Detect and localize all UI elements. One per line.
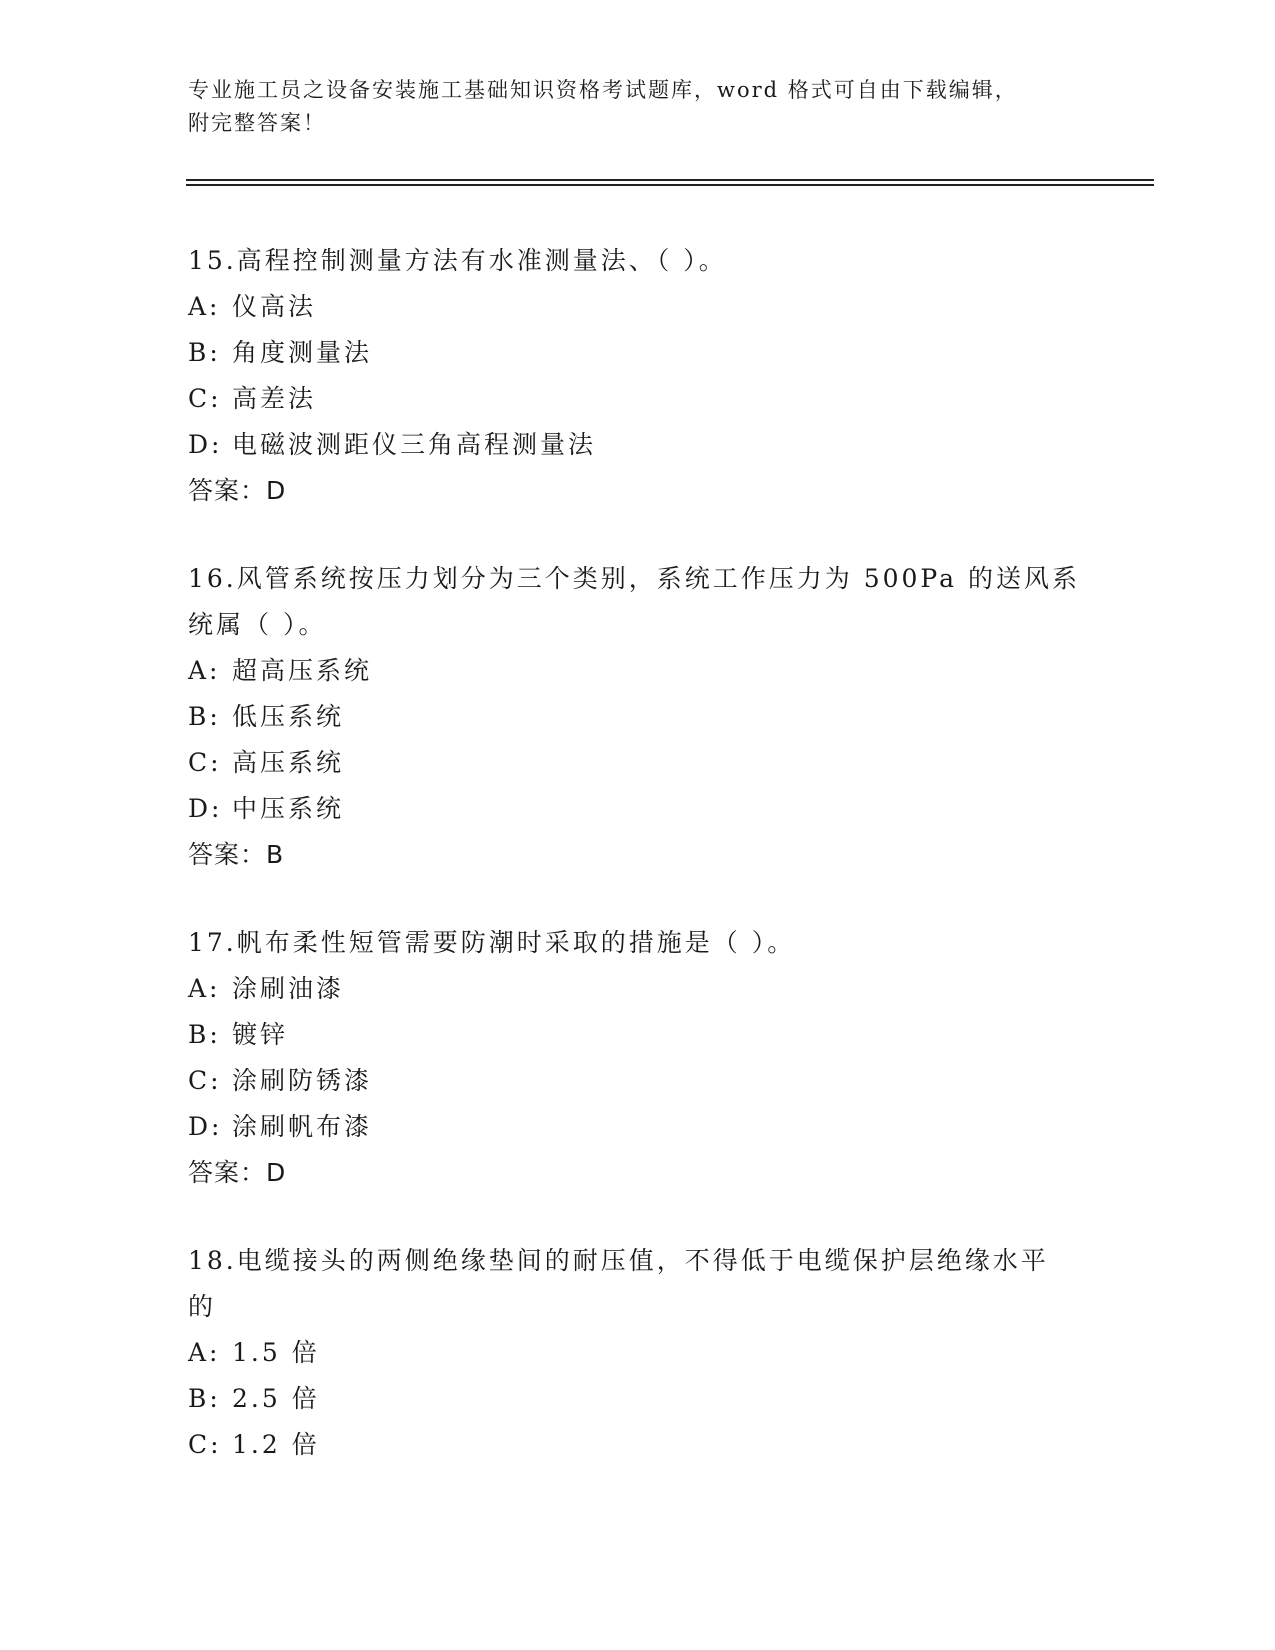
option-text: 涂刷油漆 bbox=[232, 974, 345, 1003]
option-c bbox=[188, 740, 1088, 786]
option-a bbox=[188, 966, 1088, 1012]
option-text: 1.2 倍 bbox=[232, 1430, 320, 1459]
option-b bbox=[188, 694, 1088, 740]
question-spacer bbox=[188, 878, 1088, 920]
option-a bbox=[188, 648, 1088, 694]
option-text: 低压系统 bbox=[232, 702, 345, 731]
option-text: 涂刷防锈漆 bbox=[232, 1066, 373, 1095]
option-key: C: bbox=[188, 1066, 222, 1095]
option-text: 涂刷帆布漆 bbox=[232, 1112, 373, 1141]
question-stem: 15.高程控制测量方法有水准测量法、（ ）。 bbox=[188, 246, 727, 275]
question-spacer bbox=[188, 1196, 1088, 1238]
question-spacer bbox=[188, 514, 1088, 556]
option-key: C: bbox=[188, 748, 222, 777]
header-line-2: 附完整答案！ bbox=[188, 111, 326, 135]
question-stem: 18.电缆接头的两侧绝缘垫间的耐压值，不得低于电缆保护层绝缘水平 bbox=[188, 1246, 1049, 1275]
option-b bbox=[188, 1012, 1088, 1058]
option-key: C: bbox=[188, 1430, 222, 1459]
option-text: 高压系统 bbox=[232, 748, 345, 777]
option-text: 仪高法 bbox=[232, 292, 317, 321]
option-d bbox=[188, 1104, 1088, 1150]
question-stem-continued: 统属（ ）。 bbox=[188, 610, 327, 639]
option-c bbox=[188, 1058, 1088, 1104]
option-key: B: bbox=[188, 338, 221, 367]
option-key: D: bbox=[188, 794, 223, 823]
question-15 bbox=[188, 238, 1088, 514]
option-key: A: bbox=[188, 1338, 221, 1367]
answer-line: 答案：B bbox=[188, 840, 285, 869]
option-key: B: bbox=[188, 1384, 221, 1413]
question-stem: 17.帆布柔性短管需要防潮时采取的措施是（ ）。 bbox=[188, 928, 796, 957]
question-17 bbox=[188, 920, 1088, 1196]
option-key: C: bbox=[188, 384, 222, 413]
option-d bbox=[188, 422, 1088, 468]
option-c bbox=[188, 376, 1088, 422]
option-b bbox=[188, 1376, 1088, 1422]
option-key: A: bbox=[188, 292, 221, 321]
question-stem: 16.风管系统按压力划分为三个类别，系统工作压力为 500Pa 的送风系 bbox=[188, 564, 1080, 593]
option-key: A: bbox=[188, 656, 221, 685]
option-d bbox=[188, 786, 1088, 832]
answer-line: 答案：D bbox=[188, 1158, 287, 1187]
option-text: 超高压系统 bbox=[232, 656, 373, 685]
answer-line: 答案：D bbox=[188, 476, 287, 505]
option-a bbox=[188, 284, 1088, 330]
option-c bbox=[188, 1422, 1088, 1468]
option-key: A: bbox=[188, 974, 221, 1003]
option-text: 角度测量法 bbox=[232, 338, 373, 367]
option-b bbox=[188, 330, 1088, 376]
option-key: B: bbox=[188, 702, 221, 731]
option-text: 1.5 倍 bbox=[232, 1338, 320, 1367]
document-header bbox=[188, 74, 1088, 140]
option-text: 中压系统 bbox=[232, 794, 345, 823]
question-16 bbox=[188, 556, 1088, 878]
option-text: 2.5 倍 bbox=[232, 1384, 320, 1413]
option-key: B: bbox=[188, 1020, 221, 1049]
option-text: 镀锌 bbox=[232, 1020, 289, 1049]
header-divider-bottom bbox=[186, 184, 1154, 186]
header-line-1: 专业施工员之设备安装施工基础知识资格考试题库，word 格式可自由下载编辑， bbox=[188, 78, 1018, 102]
option-key: D: bbox=[188, 1112, 223, 1141]
option-text: 高差法 bbox=[232, 384, 317, 413]
option-a bbox=[188, 1330, 1088, 1376]
question-list bbox=[188, 238, 1088, 1468]
header-divider-top bbox=[186, 179, 1154, 181]
question-stem-continued: 的 bbox=[188, 1292, 217, 1321]
question-18 bbox=[188, 1238, 1088, 1468]
option-key: D: bbox=[188, 430, 223, 459]
option-text: 电磁波测距仪三角高程测量法 bbox=[232, 430, 597, 459]
